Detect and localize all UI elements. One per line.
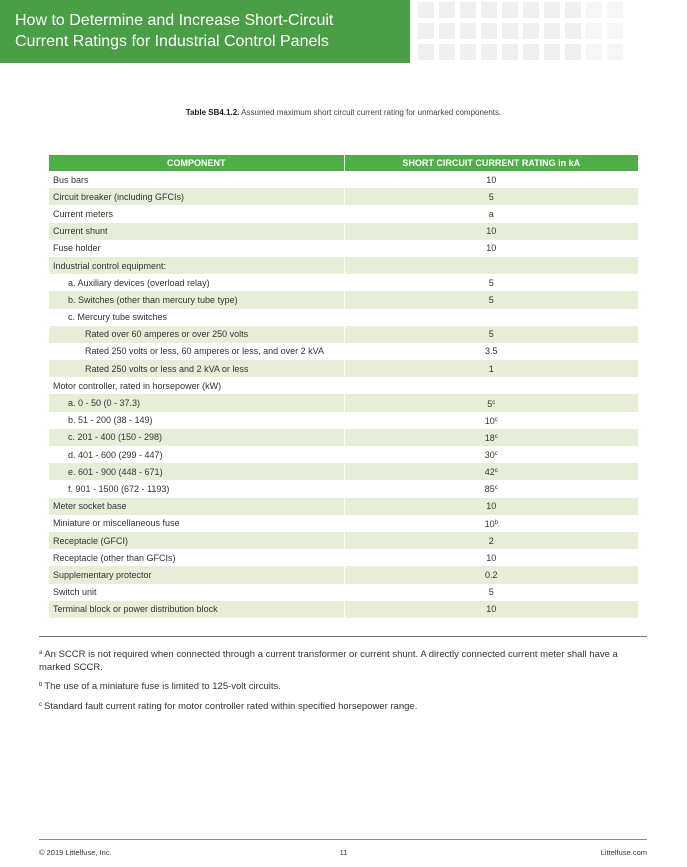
footnote-a (39, 647, 647, 674)
footnote-mark: a (39, 650, 43, 656)
rating-value: 3.5 (484, 346, 498, 357)
rating-value: 10 (486, 552, 497, 563)
footnote-c (39, 699, 647, 714)
table-row (49, 171, 638, 188)
page-title (15, 10, 400, 52)
caption-text: Assumed maximum short circuit current rating for unmarked components. (239, 108, 502, 117)
cell-rating (344, 394, 638, 411)
cell-component: b. 51 - 200 (38 - 149) (49, 412, 344, 429)
table-row (49, 480, 638, 497)
rating-value: 30 (484, 450, 495, 461)
decorative-square (439, 44, 455, 60)
table-row (49, 566, 638, 583)
cell-component: a. 0 - 50 (0 - 37.3) (49, 394, 344, 411)
decorative-square (607, 2, 623, 18)
rating-value: a (488, 208, 494, 219)
decorative-square (460, 2, 476, 18)
table-row (49, 291, 638, 308)
title-line-2: Current Ratings for Industrial Control Panels (15, 33, 329, 50)
cell-rating (344, 343, 638, 360)
cell-rating (344, 309, 638, 326)
footnote-mark: c (39, 701, 42, 708)
rating-value: 5 (488, 294, 494, 305)
cell-rating (344, 326, 638, 343)
decorative-square (502, 2, 518, 18)
decorative-square (523, 23, 539, 39)
table-row (49, 309, 638, 326)
cell-component: Industrial control equipment: (49, 257, 344, 274)
table-caption (0, 108, 687, 117)
cell-component: Rated over 60 amperes or over 250 volts (49, 326, 344, 343)
decorative-square (439, 23, 455, 39)
footer-website-link[interactable]: Littelfuse.com (600, 848, 647, 857)
cell-rating (344, 429, 638, 446)
rating-footnote-mark: c (494, 485, 498, 492)
cell-rating (344, 515, 638, 532)
cell-component: Terminal block or power distribution block (49, 601, 344, 618)
decorative-square (481, 44, 497, 60)
table-row (49, 549, 638, 566)
cell-rating (344, 498, 638, 515)
decorative-square (418, 23, 434, 39)
rating-footnote-mark: c (492, 399, 496, 406)
rating-value: 5 (488, 587, 494, 598)
cell-component: Rated 250 volts or less, 60 amperes or less, and over 2 kVA (49, 343, 344, 360)
table-row (49, 463, 638, 480)
cell-rating (344, 188, 638, 205)
decorative-square (481, 2, 497, 18)
footer-copyright: © 2019 Littelfuse, Inc. (39, 848, 112, 857)
cell-component: Miniature or miscellaneous fuse (49, 515, 344, 532)
cell-component: Meter socket base (49, 498, 344, 515)
rating-footnote-mark: c (494, 451, 498, 458)
rating-value: 5 (487, 398, 493, 409)
rating-value: 10 (484, 518, 495, 529)
rating-value: 85 (484, 484, 495, 495)
cell-rating (344, 532, 638, 549)
table-row (49, 223, 638, 240)
footnote-b (39, 679, 647, 694)
table-body (49, 171, 638, 618)
rating-value: 0.2 (484, 569, 498, 580)
decorative-square (586, 23, 602, 39)
cell-component: d. 401 - 600 (299 - 447) (49, 446, 344, 463)
table-row (49, 584, 638, 601)
footnote-text: Standard fault current rating for motor controller rated within specified horsepower range. (44, 700, 418, 712)
decorative-square (460, 44, 476, 60)
cell-rating (344, 205, 638, 222)
decorative-square (544, 2, 560, 18)
caption-label: Table SB4.1.2. (185, 108, 240, 117)
table-row (49, 429, 638, 446)
cell-component: Fuse holder (49, 240, 344, 257)
footnote-text: An SCCR is not required when connected through a current transformer or current shunt. A directly connected current meter shall have a marked SCCR. (39, 649, 618, 673)
header-band (0, 0, 410, 63)
footnotes (39, 647, 647, 718)
cell-component: Supplementary protector (49, 566, 344, 583)
table-header-row (49, 155, 638, 171)
table-row (49, 446, 638, 463)
column-header-component: COMPONENT (49, 155, 344, 171)
cell-rating (344, 257, 638, 274)
table-row (49, 360, 638, 377)
table-row (49, 205, 638, 222)
table-row (49, 377, 638, 394)
rating-value: 10 (486, 226, 497, 237)
rating-value: 1 (488, 363, 494, 374)
cell-component: Circuit breaker (including GFCIs) (49, 188, 344, 205)
table-row (49, 240, 638, 257)
table-row (49, 343, 638, 360)
cell-rating (344, 480, 638, 497)
footnote-mark: b (39, 682, 43, 688)
footer-divider (39, 839, 647, 840)
table-row (49, 326, 638, 343)
cell-rating (344, 240, 638, 257)
rating-value: 42 (484, 467, 495, 478)
rating-value: 5 (488, 277, 494, 288)
rating-footnote-mark: b (494, 519, 498, 526)
rating-footnote-mark: c (494, 433, 498, 440)
decorative-square (502, 44, 518, 60)
cell-rating (344, 291, 638, 308)
cell-rating (344, 601, 638, 618)
cell-rating (344, 274, 638, 291)
rating-value: 10 (486, 174, 497, 185)
column-header-rating: SHORT CIRCUIT CURRENT RATING in kA (344, 155, 638, 171)
cell-rating (344, 360, 638, 377)
decorative-square (565, 44, 581, 60)
decorative-square (502, 23, 518, 39)
decorative-square (586, 44, 602, 60)
footer-page-number: 11 (339, 848, 348, 857)
cell-rating (344, 566, 638, 583)
cell-rating (344, 446, 638, 463)
table-row (49, 515, 638, 532)
table-row (49, 257, 638, 274)
cell-component: c. Mercury tube switches (49, 309, 344, 326)
cell-component: e. 601 - 900 (448 - 671) (49, 463, 344, 480)
cell-component: Motor controller, rated in horsepower (kW) (49, 377, 344, 394)
cell-component: Switch unit (49, 584, 344, 601)
decorative-square (565, 23, 581, 39)
cell-rating (344, 223, 638, 240)
cell-rating (344, 463, 638, 480)
decorative-square (481, 23, 497, 39)
decorative-square (418, 2, 434, 18)
footnote-text: The use of a miniature fuse is limited to 125-volt circuits. (44, 681, 281, 692)
rating-value: 10 (486, 604, 497, 615)
cell-component: Rated 250 volts or less and 2 kVA or less (49, 360, 344, 377)
table-row (49, 601, 638, 618)
decorative-square (523, 44, 539, 60)
cell-component: Receptacle (other than GFCIs) (49, 549, 344, 566)
decorative-square (544, 44, 560, 60)
sccr-table (49, 155, 638, 618)
cell-component: c. 201 - 400 (150 - 298) (49, 429, 344, 446)
table-row (49, 394, 638, 411)
decorative-square (607, 44, 623, 60)
cell-rating (344, 549, 638, 566)
decorative-square (565, 2, 581, 18)
cell-component: f. 901 - 1500 (672 - 1193) (49, 480, 344, 497)
cell-component: a. Auxiliary devices (overload relay) (49, 274, 344, 291)
table-row (49, 532, 638, 549)
rating-value: 10 (486, 501, 497, 512)
rating-footnote-mark: c (494, 416, 498, 423)
rating-value: 18 (484, 432, 495, 443)
table-row (49, 412, 638, 429)
cell-rating (344, 412, 638, 429)
rating-value: 10 (484, 415, 495, 426)
rating-footnote-mark: c (494, 468, 498, 475)
decorative-square (418, 44, 434, 60)
table-row (49, 188, 638, 205)
table-row (49, 274, 638, 291)
decorative-square (439, 2, 455, 18)
rating-value: 10 (486, 243, 497, 254)
cell-rating (344, 377, 638, 394)
cell-component: Current meters (49, 205, 344, 222)
notes-divider (39, 636, 647, 637)
cell-component: b. Switches (other than mercury tube type) (49, 291, 344, 308)
cell-rating (344, 171, 638, 188)
header-decorative-grid (418, 0, 628, 63)
cell-component: Receptacle (GFCI) (49, 532, 344, 549)
title-line-1: How to Determine and Increase Short-Circuit (15, 12, 334, 29)
rating-value: 5 (488, 191, 494, 202)
cell-component: Current shunt (49, 223, 344, 240)
decorative-square (460, 23, 476, 39)
rating-value: 5 (488, 329, 494, 340)
decorative-square (523, 2, 539, 18)
cell-rating (344, 584, 638, 601)
decorative-square (586, 2, 602, 18)
decorative-square (544, 23, 560, 39)
table-row (49, 498, 638, 515)
cell-component: Bus bars (49, 171, 344, 188)
rating-value: 2 (488, 535, 494, 546)
decorative-square (607, 23, 623, 39)
